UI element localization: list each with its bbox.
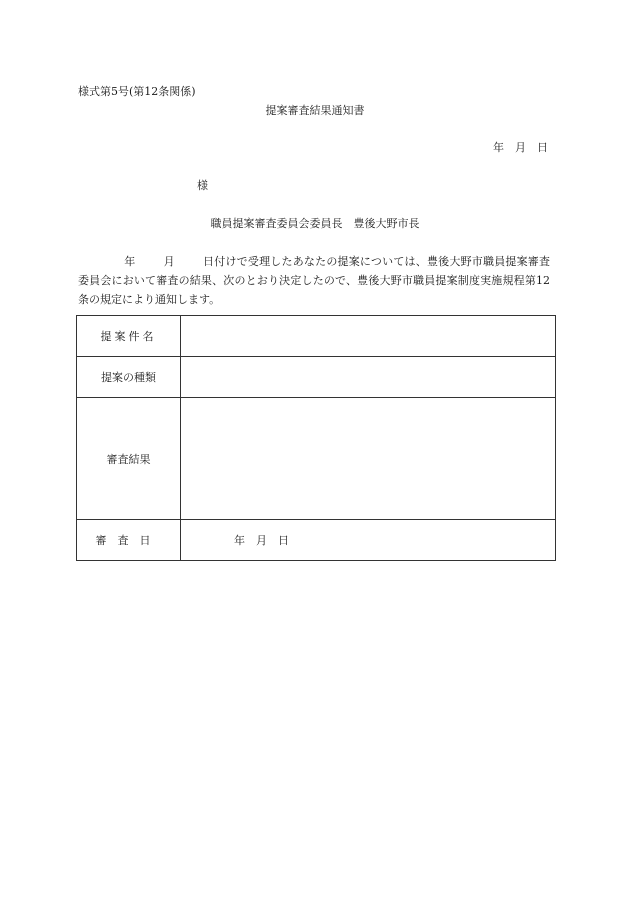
- body-year: 年: [124, 255, 136, 268]
- notice-body: [78, 252, 550, 309]
- addressee-suffix: 様: [197, 179, 208, 192]
- row-label-proposal-name: 提案件名: [77, 316, 181, 357]
- proposal-name-value[interactable]: [181, 316, 556, 357]
- issuer-line: 職員提案審査委員会委員長 豊後大野市長: [210, 217, 420, 230]
- body-text: 日付けで受理したあなたの提案については、豊後大野市職員提案審査委員会において審査の結果、次のとおり決定したので、豊後大野市職員提案制度実施規程第12条の規定により通知します。: [78, 255, 551, 306]
- review-result-table: [76, 315, 556, 561]
- document-title: [0, 105, 630, 116]
- row-label-review-result: 審査結果: [77, 398, 181, 520]
- table-row: [77, 316, 556, 357]
- proposal-type-value[interactable]: [181, 357, 556, 398]
- review-result-value[interactable]: [181, 398, 556, 520]
- issue-date-line: 年 月 日: [493, 141, 548, 154]
- table-row: [77, 520, 556, 561]
- row-label-proposal-type: 提案の種類: [77, 357, 181, 398]
- table-row: [77, 398, 556, 520]
- review-date-value[interactable]: 年 月 日: [181, 520, 556, 561]
- document-title-text: 提案審査結果通知書: [265, 104, 365, 117]
- row-label-review-date: 審査日: [77, 520, 181, 561]
- form-number-label: 様式第5号(第12条関係): [78, 85, 196, 98]
- table-row: [77, 357, 556, 398]
- body-month: 月: [163, 255, 175, 268]
